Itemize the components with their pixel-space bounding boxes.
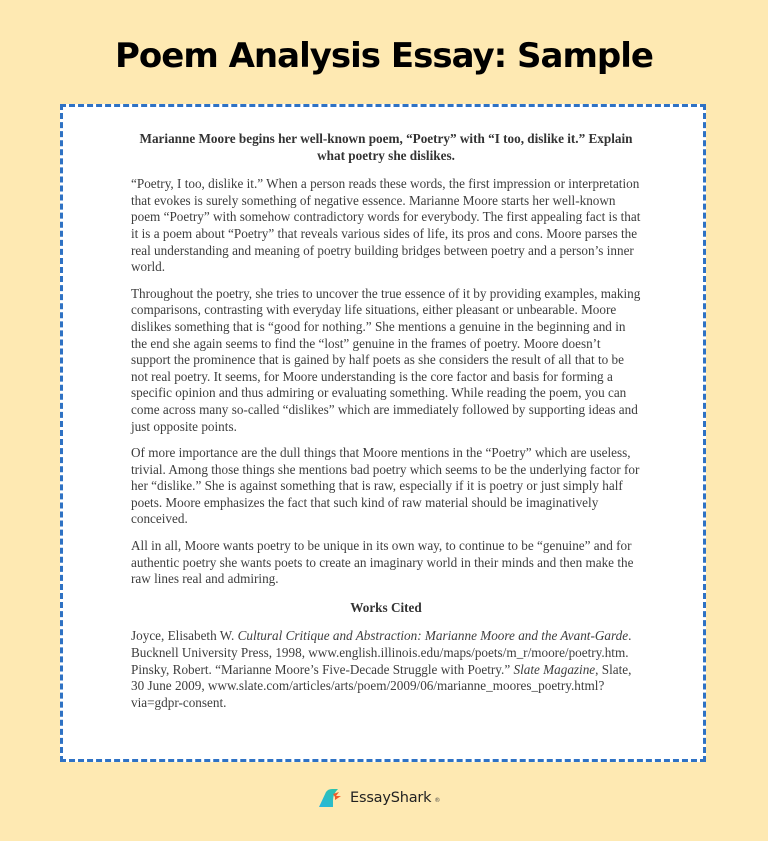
- essay-paragraph-1: “Poetry, I too, dislike it.” When a person reads these words, the first impression or interpretation that evokes is surely something of negative essence. Marianne Moore starts her well-known poem “Poetry” with somehow contradictory words for everybody. The first appealing fact is that it is a poem about “Poetry” that reveals various sides of life, its pros and cons. Moore parses the real understanding and meaning of poetry building bridges between poetry and a person’s inner world.: [131, 176, 641, 275]
- citation-entry: [131, 662, 641, 712]
- brand-logo: [318, 786, 440, 810]
- essay-paragraph-4: All in all, Moore wants poetry to be unique in its own way, to continue to be “genuine” and for authentic poetry she wants poets to create an imaginary world in their minds and then make the raw lines real and admiring.: [131, 538, 634, 587]
- essay-paragraph-3: Of more importance are the dull things that Moore mentions in the “Poetry” which are useless, trivial. Among those things she mentions bad poetry which seems to be the underlying factor for her “dislike.” She is against something that is raw, especially if it is poetry or just simply half poets. Moore emphasizes the fact that such kind of raw material should be imaginatively conceived.: [131, 445, 640, 527]
- citation-title: Cultural Critique and Abstraction: Marianne Moore and the Avant-Garde: [237, 628, 629, 644]
- works-cited-heading: Works Cited: [350, 599, 422, 615]
- essay-prompt: Marianne Moore begins her well-known poem, “Poetry” with “I too, dislike it.” Explain what poetry she dislikes.: [139, 131, 633, 163]
- essay-content: [131, 131, 641, 711]
- citation-text: Pinsky, Robert. “Marianne Moore’s Five-Decade Struggle with Poetry.”: [131, 661, 514, 677]
- shark-fin-icon: [318, 788, 344, 808]
- citation-entry: [131, 628, 641, 661]
- essay-paragraph-2: Throughout the poetry, she tries to uncover the true essence of it by providing examples, making comparisons, contrasting with everyday life situations, either pleasant or unbearable. Moore dislikes something that is “good for nothing.” She mentions a genuine in the beginning and in the end she again seems to find the “lost” genuine in the frames of poetry. Moore doesn’t support the prominence that is gained by half poets as she considers the result of all that to be not real poetry. It seems, for Moore understanding is the core factor and basis for forming a specific opinion and thus admiring or evaluating something. While reading the poem, you can come across many so-called “dislikes” which are immediately followed by supporting ideas and just opposite points.: [131, 285, 641, 434]
- brand-name: EssayShark: [350, 790, 432, 806]
- essay-sample-box: [60, 104, 706, 762]
- citation-title: Slate Magazine: [513, 661, 596, 677]
- citation-text: Joyce, Elisabeth W.: [131, 628, 238, 644]
- citation-text: . Bucknell University Press, 1998, www.english.illinois.edu/maps/poets/m_r/moore/poetry.htm.: [131, 628, 632, 661]
- citation-text: , Slate, 30 June 2009, www.slate.com/articles/arts/poem/2009/06/marianne_moores_poetry.html?via=gdpr-consent.: [131, 661, 632, 710]
- registered-mark: ®: [434, 797, 441, 804]
- page-title: Poem Analysis Essay: Sample: [115, 36, 653, 76]
